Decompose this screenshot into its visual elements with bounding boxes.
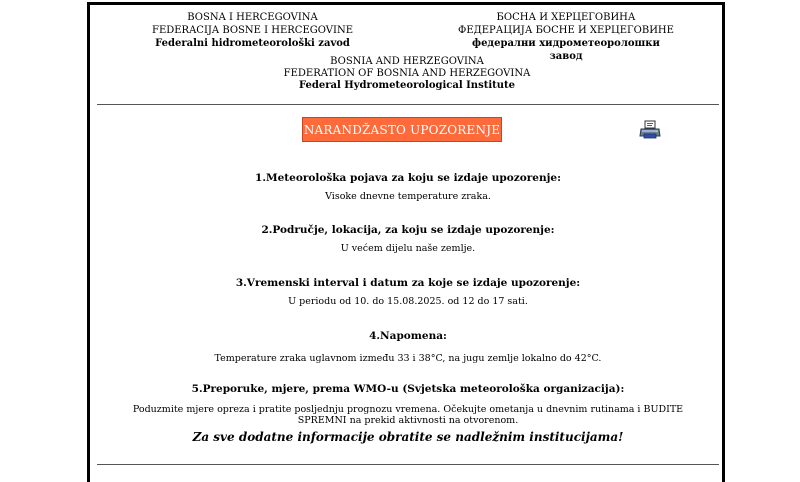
header-center <box>265 56 549 92</box>
section-area <box>97 224 719 254</box>
header-right-country: БОСНА И ХЕРЦЕГОВИНА <box>496 12 636 23</box>
header-right-federation: ФЕДЕРАЦИЈА БОСНЕ И ХЕРЦЕГОВИНЕ <box>458 25 674 36</box>
section-interval <box>97 277 719 307</box>
header-center-federation: FEDERATION OF BOSNIA AND HERZEGOVINA <box>283 68 531 79</box>
section-title: 4.Napomena: <box>369 330 447 342</box>
section-title: 2.Područje, lokacija, za koju se izdaje upozorenje: <box>261 224 555 236</box>
printer-icon <box>639 120 661 140</box>
header-right-institute: федерални хидрометеоролошки завод <box>472 38 660 62</box>
warning-badge: NARANDŽASTO UPOZORENJE <box>302 117 502 142</box>
section-body: U periodu od 10. do 15.08.2025. od 12 do 17 sati. <box>288 296 528 307</box>
header-center-institute: Federal Hydrometeorological Institute <box>299 80 515 91</box>
header-divider <box>97 104 719 105</box>
section-body: Poduzmite mjere opreza i pratite posljednju prognozu vremena. Očekujte ometanja u dnevnim rutinama i BUDITE SPREMNI na prekid aktivnosti na otvorenom. <box>132 404 684 426</box>
section-recommendations <box>97 383 719 426</box>
section-body: Visoke dnevne temperature zraka. <box>325 191 491 202</box>
section-title: 5.Preporuke, mjere, prema WMO-u (Svjetska meteorološka organizacija): <box>191 383 625 395</box>
section-title: 1.Meteorološka pojava za koju se izdaje upozorenje: <box>255 172 561 184</box>
header-left-country: BOSNA I HERCEGOVINA <box>187 12 318 23</box>
footer-divider <box>97 464 719 465</box>
print-button[interactable] <box>639 120 661 140</box>
section-title: 3.Vremenski interval i datum za koje se izdaje upozorenje: <box>235 277 581 289</box>
header-left-institute: Federalni hidrometeorološki zavod <box>155 38 350 49</box>
section-body: U većem dijelu naše zemlje. <box>340 243 476 254</box>
section-body: Temperature zraka uglavnom između 33 i 38°C, na jugu zemlje lokalno do 42°C. <box>214 353 602 364</box>
header-left <box>150 11 355 50</box>
footer-note: Za sve dodatne informacije obratite se nadležnim institucijama! <box>192 430 624 444</box>
header-center-country: BOSNIA AND HERZEGOVINA <box>330 56 484 67</box>
section-note <box>97 330 719 364</box>
section-phenomenon <box>97 172 719 202</box>
header-left-federation: FEDERACIJA BOSNE I HERCEGOVINE <box>152 25 353 36</box>
